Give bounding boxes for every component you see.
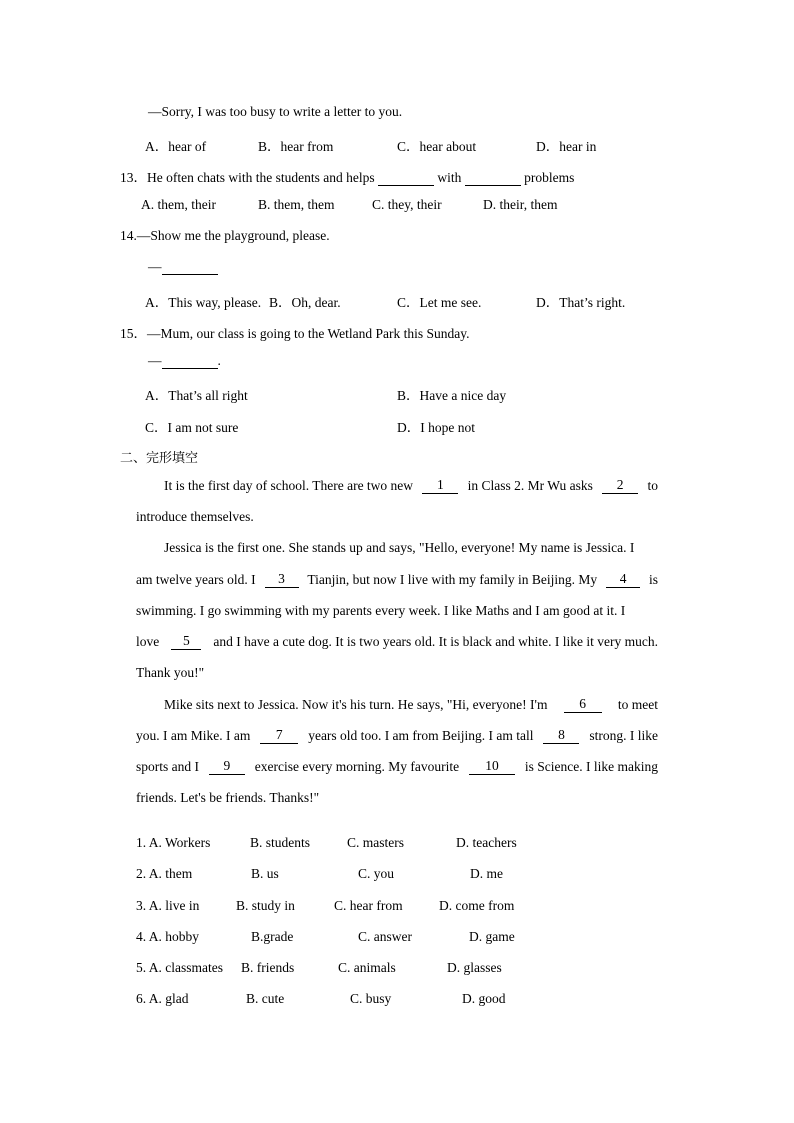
q12-option-d: D．hear in <box>536 139 597 154</box>
q14-option-c: C．Let me see. <box>397 295 482 310</box>
p3-text-h: is Science. I like making <box>524 759 658 774</box>
ans4-d: D. game <box>469 929 515 944</box>
q12-option-c: C．hear about <box>397 139 477 154</box>
q15-option-a: A．That’s all right <box>145 388 248 403</box>
q15-prompt: 15．—Mum, our class is going to the Wetland Park this Sunday. <box>120 326 470 341</box>
ans2-a: 2. A. them <box>136 866 193 881</box>
blank-4: 4 <box>606 572 640 588</box>
q13-option-d: D. their, them <box>483 197 558 212</box>
q13-option-a: A. them, their <box>141 197 216 212</box>
ans6-b: B. cute <box>246 991 285 1006</box>
section-title: 二、完形填空 <box>120 451 199 466</box>
q12-option-a: A．hear of <box>145 139 207 154</box>
passage-p2-line2 <box>136 572 658 588</box>
q13-part2: with <box>437 170 462 185</box>
ans1-d: D. teachers <box>456 835 517 850</box>
q14-option-a: A．This way, please. <box>145 295 262 310</box>
p2-text-love: love <box>136 634 160 649</box>
p3-text-b: to meet <box>617 697 658 712</box>
p3-text-d: years old too. I am from Beijing. I am tall <box>308 728 534 743</box>
ans5-b: B. friends <box>241 960 295 975</box>
blank-3: 3 <box>265 572 299 588</box>
passage-p3-line4: friends. Let's be friends. Thanks!" <box>136 790 320 805</box>
p1-text-c: to <box>647 478 658 493</box>
q15-dash: — <box>148 353 162 368</box>
ans5-d: D. glasses <box>447 960 502 975</box>
q13-option-c: C. they, their <box>372 197 442 212</box>
p2-text-b: Tianjin, but now I live with my family in Beijing. My <box>307 572 598 587</box>
q15-option-d: D．I hope not <box>397 420 475 435</box>
ans1-a: 1. A. Workers <box>136 835 211 850</box>
ans5-c: C. animals <box>338 960 396 975</box>
blank-6: 6 <box>564 697 602 713</box>
q15-period: . <box>217 353 221 368</box>
p2-text-line3: swimming. I go swimming with my parents every week. I like Maths and I am good at it. I <box>136 603 626 618</box>
ans6-a: 6. A. glad <box>136 991 189 1006</box>
passage-p3-line1 <box>164 697 658 713</box>
q13-blank-1 <box>378 171 434 186</box>
q15-option-c: C．I am not sure <box>145 420 239 435</box>
blank-9: 9 <box>209 759 245 775</box>
ans1-c: C. masters <box>347 835 404 850</box>
ans4-b: B.grade <box>251 929 294 944</box>
q13-option-b: B. them, them <box>258 197 335 212</box>
ans3-d: D. come from <box>439 898 515 913</box>
q14-prompt: 14.—Show me the playground, please. <box>120 228 330 243</box>
ans5-a: 5. A. classmates <box>136 960 223 975</box>
blank-5: 5 <box>171 634 201 650</box>
q14-dash: — <box>148 259 162 274</box>
q13-stem <box>120 166 574 186</box>
ans4-c: C. answer <box>358 929 412 944</box>
p3-text-a: Mike sits next to Jessica. Now it's his turn. He says, "Hi, everyone! I'm <box>164 697 548 712</box>
blank-10: 10 <box>469 759 515 775</box>
ans2-c: C. you <box>358 866 395 881</box>
q13-part3: problems <box>524 170 575 185</box>
q12-reply: —Sorry, I was too busy to write a letter to you. <box>148 104 403 119</box>
p3-text-f: sports and I <box>136 759 199 774</box>
q14-blank <box>162 260 218 275</box>
p2-text-c: is <box>648 572 658 587</box>
passage-p1-line1 <box>164 478 658 494</box>
q14-option-b: B．Oh, dear. <box>269 295 341 310</box>
passage-p2-line1 <box>164 540 658 556</box>
ans3-b: B. study in <box>236 898 295 913</box>
q14-option-d: D．That’s right. <box>536 295 626 310</box>
q15-answer-line <box>148 353 221 369</box>
passage-p2-line4 <box>136 634 658 650</box>
ans2-d: D. me <box>470 866 503 881</box>
q15-option-b: B．Have a nice day <box>397 388 507 403</box>
passage-p2-line5: Thank you!" <box>136 665 205 680</box>
passage-p2-line3 <box>136 603 658 619</box>
ans6-d: D. good <box>462 991 506 1006</box>
blank-2: 2 <box>602 478 638 494</box>
p2-text-line1: Jessica is the first one. She stands up and says, "Hello, everyone! My name is Jessica. I <box>164 540 635 555</box>
q12-option-b: B．hear from <box>258 139 334 154</box>
p3-text-g: exercise every morning. My favourite <box>254 759 460 774</box>
q13-part1: He often chats with the students and helps <box>147 170 375 185</box>
p3-text-e: strong. I like <box>589 728 658 743</box>
p2-text-a: am twelve years old. I <box>136 572 256 587</box>
p3-text-c: you. I am Mike. I am <box>136 728 251 743</box>
ans1-b: B. students <box>250 835 311 850</box>
q13-blank-2 <box>465 171 521 186</box>
ans2-b: B. us <box>251 866 279 881</box>
q14-answer-line <box>148 259 218 275</box>
passage-p3-line2 <box>136 728 658 744</box>
p1-text-a: It is the first day of school. There are two new <box>164 478 414 493</box>
passage-p1-line2: introduce themselves. <box>136 509 254 524</box>
ans4-a: 4. A. hobby <box>136 929 200 944</box>
blank-8: 8 <box>543 728 579 744</box>
q15-blank <box>162 354 218 369</box>
ans3-a: 3. A. live in <box>136 898 200 913</box>
p2-text-d: and I have a cute dog. It is two years old. It is black and white. I like it very much. <box>213 634 658 649</box>
blank-7: 7 <box>260 728 298 744</box>
passage-p3-line3 <box>136 759 658 775</box>
blank-1: 1 <box>422 478 458 494</box>
q13-number: 13． <box>120 170 147 185</box>
ans3-c: C. hear from <box>334 898 403 913</box>
ans6-c: C. busy <box>350 991 392 1006</box>
p1-text-b: in Class 2. Mr Wu asks <box>467 478 593 493</box>
